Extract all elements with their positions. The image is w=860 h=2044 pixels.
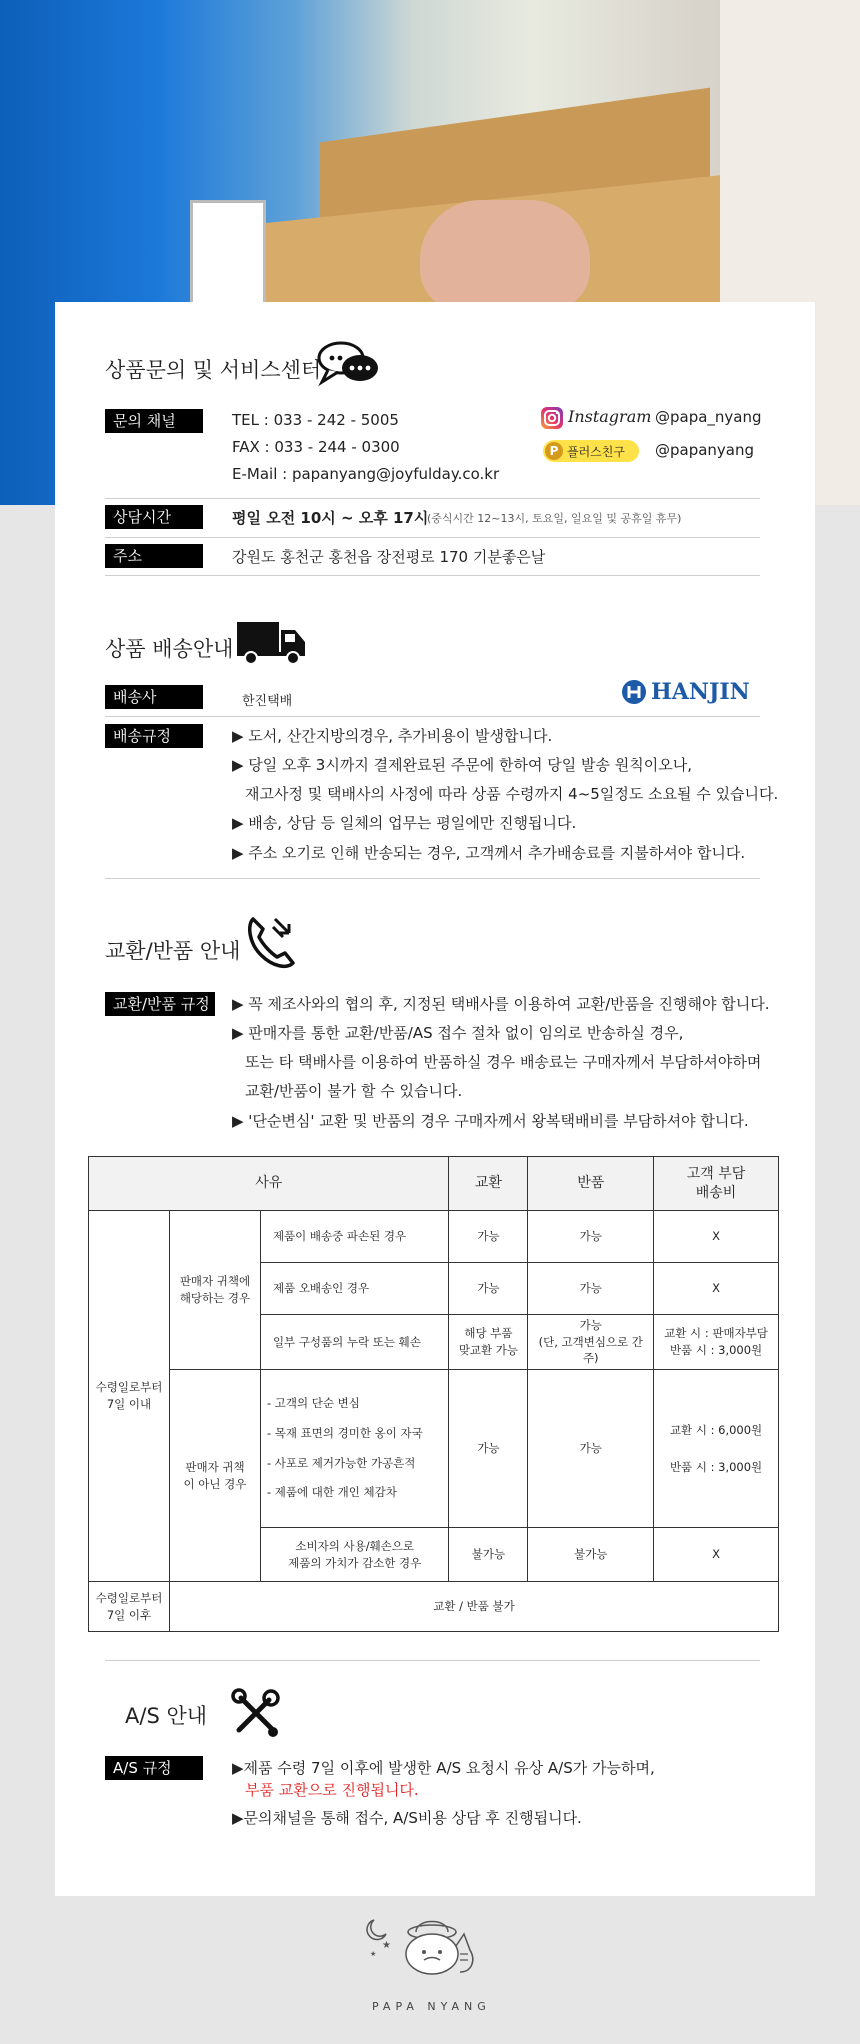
- courier-badge: [190, 200, 266, 316]
- returns-rule: ▶ '단순변심' 교환 및 반품의 경우 구매자께서 왕복택배비를 부담하셔야 합니다.: [232, 1112, 749, 1130]
- divider: [105, 498, 760, 499]
- papa-nyang-logo-icon: [360, 1910, 500, 2010]
- hours-label: 상담시간: [105, 505, 203, 529]
- reason-damaged: 제품이 배송중 파손된 경우: [260, 1211, 449, 1263]
- seller-fault: 판매자 귀책에 해당하는 경우: [169, 1211, 260, 1370]
- as-rules-label: A/S 규정: [105, 1756, 203, 1780]
- cell-exchange: 가능: [449, 1370, 528, 1528]
- inquiry-label: 문의 채널: [105, 409, 203, 433]
- instagram-label[interactable]: Instagram: [568, 407, 652, 426]
- cell-exchange: 해당 부품 맞교환 가능: [449, 1315, 528, 1370]
- table-header-row: [89, 1157, 779, 1211]
- th-return: 반품: [528, 1157, 654, 1211]
- cell-return: 불가능: [528, 1528, 654, 1582]
- after-7-text: 교환 / 반품 불가: [169, 1582, 778, 1632]
- email-text[interactable]: E-Mail : papanyang@joyfulday.co.kr: [232, 465, 500, 483]
- returns-rules-label: 교환/반품 규정: [105, 992, 215, 1016]
- th-exchange: 교환: [449, 1157, 528, 1211]
- instagram-handle[interactable]: @papa_nyang: [655, 408, 762, 426]
- divider: [105, 1660, 760, 1661]
- carrier-label: 배송사: [105, 685, 203, 709]
- address-label: 주소: [105, 544, 203, 568]
- not-seller-fault: 판매자 귀책이 아닌 경우: [169, 1370, 260, 1582]
- divider: [105, 575, 760, 576]
- divider: [105, 716, 760, 717]
- plusfriend-icon: P: [545, 442, 563, 460]
- hanjin-logo-icon: [620, 678, 648, 706]
- th-fee: 고객 부담 배송비: [654, 1157, 779, 1211]
- returns-title: 교환/반품 안내: [105, 939, 241, 963]
- shipping-rules-label: 배송규정: [105, 724, 203, 748]
- as-title: A/S 안내: [125, 1704, 208, 1728]
- shipping-rule: ▶ 주소 오기로 인해 반송되는 경우, 고객께서 추가배송료를 지불하셔야 합니다.: [232, 844, 746, 862]
- reason-missing-part: 일부 구성품의 누락 또는 훼손: [260, 1315, 449, 1370]
- cell-exchange: 가능: [449, 1211, 528, 1263]
- delivery-truck-icon: [235, 618, 307, 666]
- cell-return: 가능: [528, 1263, 654, 1315]
- as-rule-2: ▶문의채널을 통해 접수, A/S비용 상담 후 진행됩니다.: [232, 1809, 582, 1827]
- hours-text: 평일 오전 10시 ~ 오후 17시: [232, 509, 429, 527]
- tel-text[interactable]: TEL : 033 - 242 - 5005: [232, 411, 399, 429]
- reason-used: 소비자의 사용/훼손으로 제품의 가치가 감소한 경우: [260, 1528, 449, 1582]
- shipping-rule: ▶ 당일 오후 3시까지 결제완료된 주문에 한하여 당일 발송 원칙이오나,: [232, 756, 692, 774]
- cell-fee: 교환 시 : 판매자부담 반품 시 : 3,000원: [654, 1315, 779, 1370]
- table-row: [89, 1211, 779, 1263]
- info-card: [55, 302, 815, 1896]
- plusfriend-handle[interactable]: @papanyang: [655, 441, 755, 459]
- within-7-days: 수령일로부터 7일 이내: [89, 1211, 170, 1582]
- cell-return: 가능: [528, 1211, 654, 1263]
- reason-misdelivery: 제품 오배송인 경우: [260, 1263, 449, 1315]
- shipping-title: 상품 배송안내: [105, 637, 234, 661]
- returns-rule: ▶ 판매자를 통한 교환/반품/AS 접수 절차 없이 임의로 반송하실 경우,: [232, 1024, 684, 1042]
- shipping-rule: ▶ 도서, 산간지방의경우, 추가비용이 발생합니다.: [232, 727, 553, 745]
- plusfriend-badge[interactable]: [543, 440, 639, 462]
- divider: [105, 537, 760, 538]
- cell-exchange: 가능: [449, 1263, 528, 1315]
- svg-text:★: ★: [370, 1950, 377, 1958]
- reason-customer-list: - 고객의 단순 변심 - 목재 표면의 경미한 옹이 자국 - 사포로 제거가능한 가공흔적 - 제품에 대한 개인 체감차: [260, 1370, 449, 1528]
- chat-bubbles-icon: [316, 338, 382, 388]
- cell-fee: 교환 시 : 6,000원 반품 시 : 3,000원: [654, 1370, 779, 1528]
- plusfriend-label: 플러스친구: [567, 445, 625, 459]
- hanjin-logo: HANJIN: [651, 679, 750, 705]
- table-row: [89, 1582, 779, 1632]
- svg-text:★: ★: [382, 1940, 391, 1951]
- cell-fee: X: [654, 1263, 779, 1315]
- hand: [420, 200, 590, 310]
- returns-rule: 또는 타 택배사를 이용하여 반품하실 경우 배송료는 구매자께서 부담하셔야하며: [245, 1053, 762, 1071]
- tools-icon: [229, 1688, 281, 1740]
- shipping-rule: ▶ 배송, 상담 등 일체의 업무는 평일에만 진행됩니다.: [232, 814, 577, 832]
- phone-call-icon: [245, 913, 297, 971]
- cell-fee: X: [654, 1528, 779, 1582]
- cell-return: 가능: [528, 1370, 654, 1528]
- service-title: 상품문의 및 서비스센터: [105, 358, 322, 382]
- as-rule-1-red: 부품 교환으로 진행됩니다.: [245, 1781, 419, 1799]
- table-row: [89, 1370, 779, 1528]
- cell-exchange: 불가능: [449, 1528, 528, 1582]
- footer-brand: PAPA NYANG: [372, 2000, 491, 2013]
- cell-fee: X: [654, 1211, 779, 1263]
- as-rule-1: ▶제품 수령 7일 이후에 발생한 A/S 요청시 유상 A/S가 가능하며,: [232, 1759, 655, 1777]
- carrier-name: 한진택배: [242, 694, 293, 709]
- shipping-rule: 재고사정 및 택배사의 사정에 따라 상품 수령까지 4~5일정도 소요될 수 있습니다.: [245, 785, 779, 803]
- hours-note: (중식시간 12~13시, 토요일, 일요일 및 공휴일 휴무): [427, 512, 682, 525]
- returns-rule: ▶ 꼭 제조사와의 협의 후, 지정된 택배사를 이용하여 교환/반품을 진행해야 합니다.: [232, 995, 770, 1013]
- address-text: 강원도 홍천군 홍천읍 장전평로 170 기분좋은날: [232, 548, 546, 566]
- after-7-days: 수령일로부터 7일 이후: [89, 1582, 170, 1632]
- divider: [105, 878, 760, 879]
- th-reason: 사유: [89, 1157, 449, 1211]
- returns-rule: 교환/반품이 불가 할 수 있습니다.: [245, 1082, 463, 1100]
- fax-text: FAX : 033 - 244 - 0300: [232, 438, 400, 456]
- instagram-icon[interactable]: [540, 406, 564, 430]
- cell-return: 가능 (단, 고객변심으로 간주): [528, 1315, 654, 1370]
- returns-table: [88, 1156, 779, 1632]
